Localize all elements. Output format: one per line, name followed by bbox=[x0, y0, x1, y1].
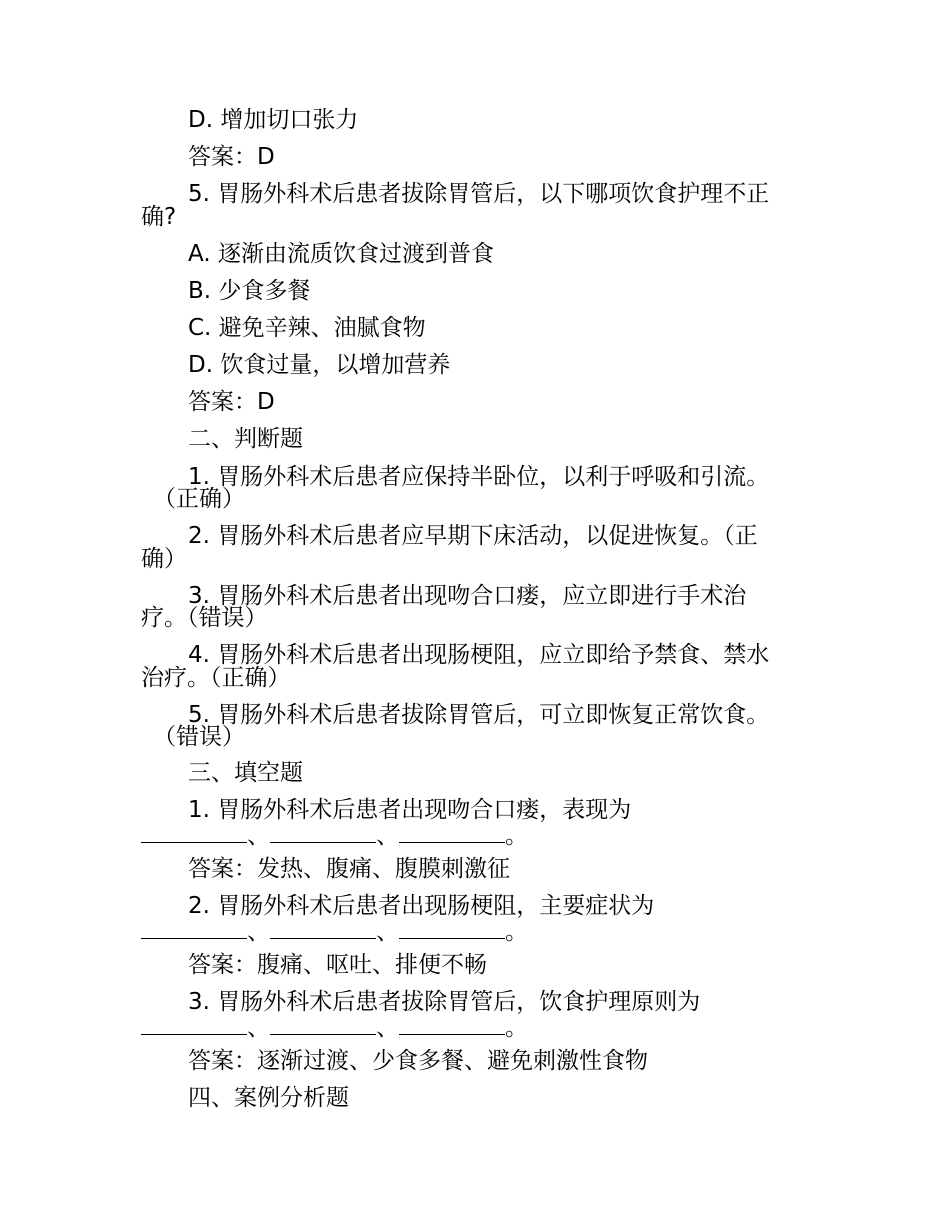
fill-item-1-blanks bbox=[141, 822, 528, 850]
period: 。 bbox=[505, 919, 528, 945]
judge-item-5-line2: （错误） bbox=[153, 724, 245, 750]
fill-item-3-answer: 答案：逐渐过渡、少食多餐、避免刺激性食物 bbox=[188, 1048, 648, 1074]
q5-option-b: B. 少食多餐 bbox=[188, 278, 311, 304]
judge-item-3-line2: 疗。（错误） bbox=[141, 605, 268, 631]
blank-line[interactable] bbox=[141, 918, 247, 939]
separator: 、 bbox=[376, 823, 399, 849]
judge-item-4-line1: 4. 胃肠外科术后患者出现肠梗阻，应立即给予禁食、禁水 bbox=[188, 642, 770, 668]
q5-option-a: A. 逐渐由流质饮食过渡到普食 bbox=[188, 241, 494, 267]
fill-item-2-blanks bbox=[141, 918, 528, 946]
judge-item-2-line2: 确） bbox=[141, 546, 187, 572]
blank-line[interactable] bbox=[141, 822, 247, 843]
fill-item-2-answer: 答案：腹痛、呕吐、排便不畅 bbox=[188, 952, 487, 978]
q4-answer: 答案：D bbox=[188, 144, 275, 170]
fill-item-1-question: 1. 胃肠外科术后患者出现吻合口瘘，表现为 bbox=[188, 797, 632, 823]
blank-line[interactable] bbox=[399, 1014, 505, 1035]
judge-item-2-line1: 2. 胃肠外科术后患者应早期下床活动，以促进恢复。（正 bbox=[188, 523, 758, 549]
q5-option-c: C. 避免辛辣、油腻食物 bbox=[188, 315, 426, 341]
section-case-title: 四、案例分析题 bbox=[188, 1085, 349, 1111]
judge-item-5-line1: 5. 胃肠外科术后患者拔除胃管后，可立即恢复正常饮食。 bbox=[188, 702, 770, 728]
blank-line[interactable] bbox=[270, 918, 376, 939]
separator: 、 bbox=[247, 1015, 270, 1041]
blank-line[interactable] bbox=[399, 822, 505, 843]
blank-line[interactable] bbox=[141, 1014, 247, 1035]
fill-item-1-answer: 答案：发热、腹痛、腹膜刺激征 bbox=[188, 856, 510, 882]
judge-item-3-line1: 3. 胃肠外科术后患者出现吻合口瘘，应立即进行手术治 bbox=[188, 583, 747, 609]
q5-answer: 答案：D bbox=[188, 389, 275, 415]
separator: 、 bbox=[376, 919, 399, 945]
section-judge-title: 二、判断题 bbox=[188, 426, 303, 452]
period: 。 bbox=[505, 1015, 528, 1041]
separator: 、 bbox=[247, 919, 270, 945]
separator: 、 bbox=[247, 823, 270, 849]
judge-item-1-line1: 1. 胃肠外科术后患者应保持半卧位，以利于呼吸和引流。 bbox=[188, 464, 770, 490]
blank-line[interactable] bbox=[270, 822, 376, 843]
q5-option-d: D. 饮食过量，以增加营养 bbox=[188, 352, 451, 378]
judge-item-4-line2: 治疗。（正确） bbox=[141, 665, 291, 691]
q4-option-d: D. 增加切口张力 bbox=[188, 107, 359, 133]
q5-question-line2: 确? bbox=[141, 204, 177, 230]
fill-item-3-blanks bbox=[141, 1014, 528, 1042]
blank-line[interactable] bbox=[270, 1014, 376, 1035]
blank-line[interactable] bbox=[399, 918, 505, 939]
period: 。 bbox=[505, 823, 528, 849]
q5-question-line1: 5. 胃肠外科术后患者拔除胃管后，以下哪项饮食护理不正 bbox=[188, 181, 770, 207]
judge-item-1-line2: （正确） bbox=[153, 486, 245, 512]
fill-item-2-question: 2. 胃肠外科术后患者出现肠梗阻，主要症状为 bbox=[188, 893, 655, 919]
fill-item-3-question: 3. 胃肠外科术后患者拔除胃管后，饮食护理原则为 bbox=[188, 989, 701, 1015]
section-fill-title: 三、填空题 bbox=[188, 760, 303, 786]
separator: 、 bbox=[376, 1015, 399, 1041]
